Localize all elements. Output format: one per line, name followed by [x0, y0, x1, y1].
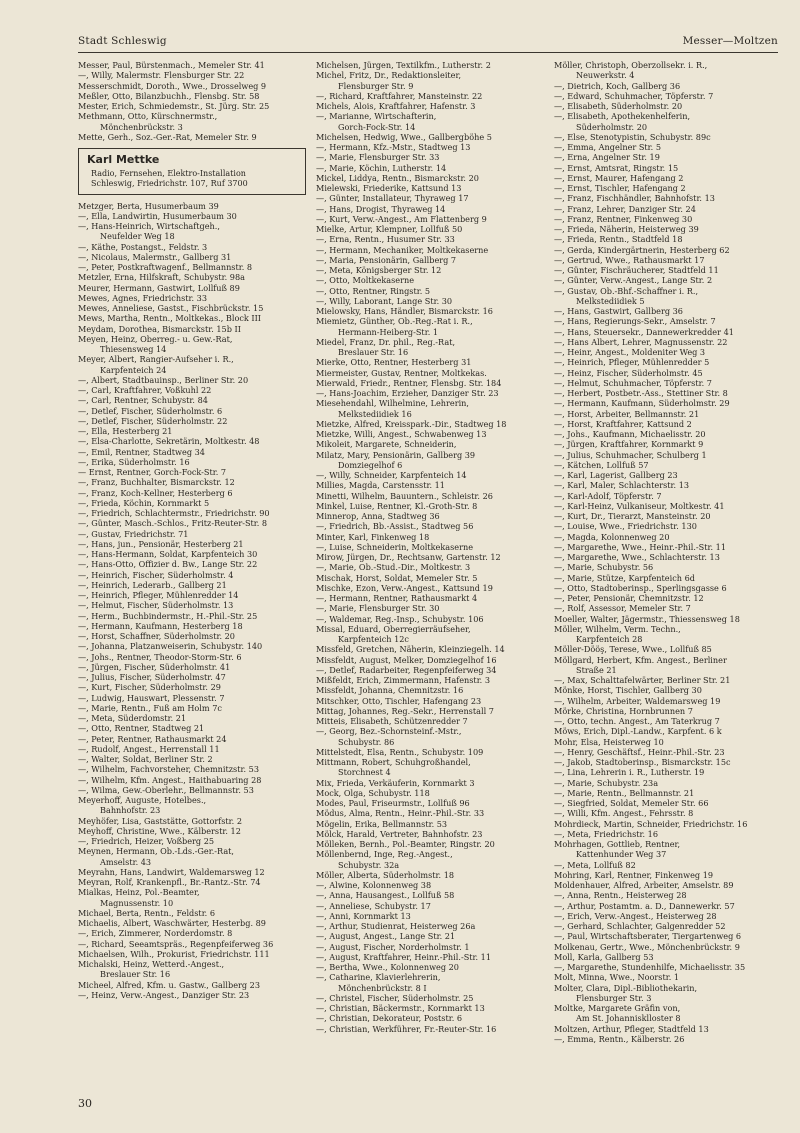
directory-entry: Mohring, Karl, Rentner, Finkenweg 19 [554, 869, 714, 880]
directory-entry: Methmann, Otto, Kürschnermstr., [78, 111, 218, 122]
directory-entry: Miedel, Franz, Dr. phil., Reg.-Rat, [316, 336, 456, 347]
directory-entry: Minkel, Luise, Rentner, Kl.-Groth-Str. 8 [316, 500, 478, 511]
directory-entry: Milatz, Mary, Pensionärin, Gallberg 39 [316, 449, 476, 460]
directory-entry: —, Marianne, Wirtschafterin, [316, 111, 437, 122]
directory-entry: —, Marie, Köchin, Lutherstr. 14 [316, 162, 447, 173]
directory-entry: Minter, Karl, Finkenweg 18 [316, 531, 430, 542]
directory-entry: —, Detlef, Fischer, Süderholmstr. 22 [78, 415, 228, 426]
directory-entry: —, Anna, Hausangest., Lollfuß 58 [316, 890, 455, 901]
ad-line-1: Radio, Fernsehen, Elektro-Installation [91, 169, 246, 178]
directory-entry: —, Gerda, Kindergärtnerin, Hesterberg 62 [554, 244, 730, 255]
directory-entry: —, Magda, Kolonnenweg 20 [554, 531, 670, 542]
directory-entry: Mitschker, Otto, Tischler, Hafengang 23 [316, 695, 482, 706]
directory-entry: —, Wilhelm, Arbeiter, Waldemarsweg 19 [554, 695, 721, 706]
directory-entry-continuation: Karpfenteich 28 [576, 634, 643, 644]
directory-entry: —, Ernst, Amtsrat, Ringstr. 15 [554, 162, 679, 173]
directory-entry: —, Friedrich, Schlachtermstr., Friedrichstr. 90 [78, 508, 270, 519]
directory-entry: Messerschmidt, Doroth., Wwe., Drosselweg 9 [78, 80, 267, 91]
directory-entry: —, Heinrich, Fischer, Süderholmstr. 4 [78, 569, 234, 580]
directory-entry: —, Bertha, Wwe., Kolonnenweg 20 [316, 962, 459, 972]
directory-entry: —, Hans-Heinrich, Wirtschaftgeh., [78, 221, 220, 232]
directory-entry: —, Alwine, Kolonnenweg 38 [316, 880, 432, 890]
directory-entry: Mittmann, Robert, Schuhgroßhandel, [316, 757, 471, 767]
directory-entry: —, Anni, Kornmarkt 13 [316, 910, 411, 921]
directory-entry: —, Marie, Schubystr. 56 [554, 562, 654, 573]
directory-entry: —, Kurt, Dr., Tierarzt, Mansteinstr. 20 [554, 511, 711, 521]
directory-entry: —, Heinz, Fischer, Süderholmstr. 45 [554, 367, 703, 378]
directory-entry: Metzger, Berta, Husumerbaum 39 [78, 200, 219, 211]
directory-entry: —, Helmut, Schuhmacher, Töpferstr. 7 [554, 377, 712, 388]
directory-entry: Mewes, Agnes, Friedrichstr. 33 [78, 292, 207, 303]
directory-entry: Missfeldt, Johanna, Chemnitzstr. 16 [316, 685, 464, 696]
directory-entry: —, Elsa-Charlotte, Sekretärin, Moltkestr. 48 [78, 436, 260, 447]
ad-name: Karl Mettke [87, 153, 160, 166]
directory-entry: —, Hermann, Kaufmann, Süderholmstr. 29 [554, 398, 730, 409]
directory-entry: —, Meta, Königsberger Str. 12 [316, 265, 442, 275]
directory-entry-continuation: Neufelder Weg 18 [100, 231, 175, 242]
directory-entry: —, Richard, Kraftfahrer, Mansteinstr. 22 [316, 90, 483, 101]
directory-entry: Minnerop, Anna, Stadtweg 36 [316, 511, 440, 521]
directory-entry: Mohrhagen, Gottlieb, Rentner, [554, 839, 681, 849]
directory-entry: Möller, Alberta, Süderholmstr. 18 [316, 869, 455, 880]
directory-entry: Mißfeldt, Erich, Zimmermann, Hafenstr. 3 [316, 675, 491, 685]
directory-entry: Mietzke, Willi, Angest., Schwabenweg 13 [316, 429, 487, 439]
directory-entry-continuation: Mönchenbrückstr. 8 I [338, 982, 427, 993]
directory-entry: —, Richard, Seeamtspräs., Regenpfeiferweg 36 [78, 938, 274, 949]
directory-entry: Micheel, Alfred, Kfm. u. Gastw., Gallberg 23 [78, 979, 261, 990]
directory-entry: —, Heinr, Angest., Moldeniter Weg 3 [554, 347, 706, 357]
directory-entry: —, Gustav, Ob.-Bhf.-Schaffner i. R., [554, 285, 699, 296]
directory-entry: —, Hans, Gastwirt, Gallberg 36 [554, 306, 683, 316]
directory-entry: —, Günter, Fischräucherer, Stadtfeld 11 [554, 265, 719, 275]
directory-entry: —, Kätchen, Lollfuß 57 [554, 459, 649, 470]
directory-entry: —, Gustav, Friedrichstr. 71 [78, 528, 189, 539]
directory-entry: —, Arthur, Studienrat, Heisterweg 26a [316, 921, 476, 931]
directory-entry-continuation: Flensburger Str. 9 [338, 80, 414, 91]
directory-entry-continuation: Storchnest 4 [338, 767, 391, 778]
directory-entry: —, Siegfried, Soldat, Memeler Str. 66 [554, 798, 709, 808]
directory-entry: Meyerhoff, Auguste, Hotelbes., [78, 795, 207, 806]
directory-entry: Mittag, Johannes, Reg.-Sekr., Herrenstall 7 [316, 705, 494, 716]
directory-entry: Mialkas, Heinz, Pol.-Beamter, [78, 887, 200, 898]
directory-entry: —, Heinz, Verw.-Angest., Danziger Str. 23 [78, 989, 250, 1000]
column-3 [554, 60, 782, 1044]
directory-entry: Mölck, Harald, Vertreter, Bahnhofstr. 23 [316, 828, 483, 839]
directory-entry-continuation: Breslauer Str. 16 [100, 969, 171, 980]
directory-entry: Moldenhauer, Alfred, Arbeiter, Amselstr. 89 [554, 880, 734, 890]
directory-entry-continuation: Flensburger Str. 3 [576, 992, 652, 1003]
directory-entry: Meyhöfer, Lisa, Gaststätte, Gottorfstr. 2 [78, 815, 242, 826]
directory-entry-continuation: Melkstediidiek 16 [338, 408, 412, 419]
directory-entry: Michels, Alois, Kraftfahrer, Hafenstr. 3 [316, 101, 476, 111]
directory-entry: Metzler, Erna, Hilfskraft, Schubystr. 98a [78, 272, 245, 283]
col1-entries-bottom [78, 201, 306, 1001]
directory-entry: Mietzke, Alfred, Kreisspark.-Dir., Stadtweg 18 [316, 418, 507, 429]
directory-entry: —, August, Angest., Lange Str. 21 [316, 931, 456, 942]
directory-entry: —, Margarethe, Wwe., Schlachterstr. 13 [554, 552, 720, 562]
directory-entry: Möller, Christoph, Oberzollsekr. i. R., [554, 60, 708, 70]
directory-entry: —, Jürgen, Fischer, Süderholmstr. 41 [78, 661, 231, 672]
directory-entry: —, Hermann, Rentner, Rathausmarkt 4 [316, 593, 478, 603]
directory-entry: —, Nicolaus, Malermstr., Gallberg 31 [78, 251, 232, 262]
directory-entry: —, Käthe, Postangst., Feldstr. 3 [78, 241, 208, 252]
directory-entry: —, Wilhelm, Fachvorsteher, Chemnitzstr. 53 [78, 764, 259, 775]
directory-entry: —, Otto, techn. Angest., Am Taterkrug 7 [554, 716, 720, 726]
directory-entry: —, Marie, Rentn., Fuß am Holm 7c [78, 702, 222, 713]
directory-entry: —, Hans Albert, Lehrer, Magnussenstr. 22 [554, 336, 728, 347]
directory-entry-continuation: Gorch-Fock-Str. 14 [338, 121, 416, 132]
directory-entry: Missal, Eduard, Oberregierräufseher, [316, 623, 471, 634]
directory-entry: Mierwald, Friedr., Rentner, Flensbg. Str. 184 [316, 377, 502, 388]
directory-entry: —, Peter, Pensionär, Chemnitzstr. 12 [554, 593, 704, 603]
directory-entry-continuation: Breslauer Str. 16 [338, 347, 409, 357]
header-city: Stadt Schleswig [78, 35, 167, 47]
directory-entry-continuation: Melkstediidiek 5 [576, 295, 645, 306]
directory-entry: —, Margarethe, Wwe., Heinr.-Phil.-Str. 11 [554, 541, 727, 552]
directory-entry: —, Margarethe, Stundenhilfe, Michaelisstr. 35 [554, 962, 746, 972]
directory-entry: —, Maria, Pensionärin, Gallberg 7 [316, 254, 457, 265]
directory-entry: —, Elisabeth, Apothekenhelferin, [554, 111, 691, 122]
directory-entry: —, Else, Stenotypistin, Schubystr. 89c [554, 131, 711, 142]
directory-entry: —, Elisabeth, Süderholmstr. 20 [554, 101, 683, 111]
directory-entry: —, Waldemar, Reg.-Insp., Schubystr. 106 [316, 613, 484, 624]
directory-entry: —, Gerhard, Schlachter, Galgenredder 52 [554, 921, 726, 931]
directory-entry: —, Christian, Bäckermstr., Kornmarkt 13 [316, 1003, 485, 1013]
directory-entry: —, Karl-Heinz, Vulkaniseur, Moltkestr. 41 [554, 500, 725, 511]
directory-entry-continuation: Karpfenteich 12c [338, 634, 409, 644]
directory-entry: —, Emma, Rentn., Kälberstr. 26 [554, 1033, 685, 1044]
directory-entry: —, Frieda, Näherin, Heisterweg 39 [554, 224, 699, 234]
directory-entry: —, Erika, Süderholmstr. 16 [78, 456, 190, 467]
directory-entry-continuation: Am St. Johannisklloster 8 [576, 1013, 681, 1024]
directory-entry: Michalski, Heinz, Wetterd.-Angest., [78, 959, 225, 970]
directory-entry: —, Günter, Verw.-Angest., Lange Str. 2 [554, 275, 713, 286]
directory-entry: —, Hermann, Kaufmann, Hesterberg 18 [78, 620, 243, 631]
directory-entry: Mönke, Horst, Tischler, Gallberg 30 [554, 685, 702, 696]
directory-entry-continuation: Schubystr. 86 [338, 736, 395, 747]
directory-entry: —, Albert, Stadtbauinsp., Berliner Str. 20 [78, 374, 249, 385]
page-number: 30 [78, 1097, 92, 1110]
directory-entry: —, Ernst, Tischler, Hafengang 2 [554, 183, 686, 193]
directory-entry-continuation: Amselstr. 43 [100, 856, 152, 867]
directory-entry: Meydam, Dorothea, Bismarckstr. 15b II [78, 323, 241, 334]
directory-entry: —, Otto, Rentner, Ringstr. 5 [316, 285, 431, 296]
directory-entry: Möller-Dööş, Terese, Wwe., Lollfuß 85 [554, 644, 712, 655]
directory-entry: —, Willi, Kfm. Angest., Fehrsstr. 8 [554, 808, 694, 819]
directory-entry: Miermeister, Gustav, Rentner, Moltkekas. [316, 367, 487, 378]
directory-entry: —, Max, Schalttafelwärter, Berliner Str. 21 [554, 675, 731, 685]
directory-entry: Mischke, Ezon, Verw.-Angest., Kattsund 19 [316, 582, 493, 593]
directory-entry: Messer, Paul, Bürstenmach., Memeler Str. 41 [78, 60, 265, 70]
directory-entry: Meßler, Otto, Bilanzbuchh., Flensbg. Str. 58 [78, 90, 260, 101]
directory-entry: —, Ernst, Maurer, Hafengang 2 [554, 172, 684, 183]
directory-entry: —, Louise, Wwe., Friedrichstr. 130 [554, 521, 697, 532]
directory-entry: Molt, Minna, Wwe., Noorstr. 1 [554, 972, 680, 983]
directory-entry: —, Jürgen, Kraftfahrer, Kornmarkt 9 [554, 439, 704, 450]
directory-entry: —, Johs., Rentner, Theodor-Storm-Str. 6 [78, 651, 242, 662]
directory-entry: —, Hans, Steuersekr., Dannewerkredder 41 [554, 326, 734, 337]
directory-entry: —, Marie, Flensburger Str. 30 [316, 603, 440, 614]
header-range: Messer—Moltzen [682, 35, 778, 47]
directory-entry: Moeller, Walter, Jägermstr., Thiessensweg 18 [554, 613, 740, 624]
directory-entry: —, Arthur, Postamtm. a. D., Dannewerkr. 57 [554, 900, 735, 911]
directory-entry: Michelsen, Hedwig, Wwe., Gallbergböhe 5 [316, 131, 492, 142]
directory-entry: —, Herbert, Postbetr.-Ass., Stettiner Str. 8 [554, 388, 728, 398]
directory-entry: —, Erna, Rentn., Husumer Str. 33 [316, 234, 455, 245]
directory-entry: —, Wilhelm, Kfm. Angest., Haithabuaring 28 [78, 774, 262, 785]
directory-entry: —, Franz, Buchhalter, Bismarckstr. 12 [78, 477, 235, 488]
advertisement-box [78, 148, 306, 195]
directory-entry: Mischak, Horst, Soldat, Memeler Str. 5 [316, 572, 478, 583]
directory-entry: Mölleken, Bernh., Pol.-Beamter, Ringstr. 20 [316, 839, 495, 849]
directory-entry: —, Friedrich, Heizer, Voßberg 25 [78, 836, 215, 847]
directory-entry: Meyer, Albert, Rangier-Aufseher i. R., [78, 354, 234, 365]
directory-entry: Michaelis, Albert, Waschwärter, Hesterbg. 89 [78, 918, 266, 929]
directory-entry: —, Helmut, Fischer, Süderholmstr. 13 [78, 600, 234, 611]
directory-entry: —, Ella, Landwirtin, Husumerbaum 30 [78, 210, 237, 221]
directory-entry: Mielowsky, Hans, Händler, Bismarckstr. 16 [316, 306, 493, 316]
directory-entry: —, Anneliese, Schubystr. 17 [316, 900, 431, 911]
directory-entry: Missfeld, Gretchen, Näherin, Kleinziegelh. 14 [316, 644, 505, 655]
directory-entry: Mögelin, Erika, Bellmannstr. 53 [316, 818, 448, 829]
directory-entry: —, Franz, Fischhändler, Bahnhofstr. 13 [554, 193, 715, 204]
directory-entry: —, Hans-Joachim, Erzieher, Danziger Str. 23 [316, 388, 499, 398]
directory-entry: —, Erich, Zimmerer, Norderdomstr. 8 [78, 928, 233, 939]
directory-entry: Mews, Martha, Rentn., Moltkekas., Block III [78, 313, 262, 324]
directory-entry: —, Carl, Rentner, Schubystr. 84 [78, 395, 208, 406]
directory-entry: Miesehendahl, Wilhelmine, Lehrerin, [316, 398, 470, 409]
directory-entry: —, Frieda, Köchin, Kornmarkt 5 [78, 497, 210, 508]
directory-entry: —, Willy, Laborant, Lange Str. 30 [316, 295, 453, 306]
directory-entry: —, Rudolf, Angest., Herrenstall 11 [78, 743, 220, 754]
directory-entry: —, Anna, Rentn., Heisterweg 28 [554, 890, 687, 901]
directory-entry: Mester, Erich, Schmiedemstr., St. Jürg. Str. 25 [78, 101, 270, 111]
directory-entry: Moltke, Margarete Gräfin von, [554, 1003, 681, 1013]
directory-entry: —, Horst, Kraftfahrer, Kattsund 2 [554, 418, 692, 429]
directory-entry: —, Marie, Schubystr. 23a [554, 777, 659, 788]
directory-entry: —, Marie, Ob.-Stud.-Dir., Moltkestr. 3 [316, 562, 471, 573]
directory-entry: —, Franz, Rentner, Finkenweg 30 [554, 213, 693, 224]
directory-entry: Meynen, Hermann, Ob.-Lds.-Ger.-Rat, [78, 846, 235, 857]
directory-entry: —, Meta, Süderdomstr. 21 [78, 713, 187, 724]
directory-entry: —, Heinrich, Pfleger, Mühlenredder 14 [78, 590, 239, 601]
directory-entry-continuation: Hermann-Heiberg-Str. 1 [338, 326, 439, 337]
directory-entry: —, Marie, Stütze, Karpfenteich 6d [554, 572, 695, 583]
directory-entry: Möller, Wilhelm, Verm. Techn., [554, 623, 681, 634]
directory-entry: —, Horst, Schaffner, Süderholmstr. 20 [78, 631, 235, 642]
directory-entry: Möllenbernd, Inge, Reg.-Angest., [316, 849, 453, 860]
directory-entry: —, Herm., Buchbindermstr., H.-Phil.-Str. 25 [78, 610, 258, 621]
directory-entry: —, Frieda, Rentn., Stadtfeld 18 [554, 234, 683, 245]
directory-entry: Mohr, Elsa, Heisterweg 10 [554, 736, 664, 747]
directory-entry: —, Willy, Malermstr. Flensburger Str. 22 [78, 70, 245, 81]
directory-entry: —, Detlef, Radarbeiter, Regenpfeiferweg 34 [316, 664, 497, 675]
directory-entry: —, Franz, Lehrer, Danziger Str. 24 [554, 203, 696, 214]
column-1 [78, 60, 306, 1000]
directory-entry: —, Ella, Hesterberg 21 [78, 426, 173, 437]
directory-entry: Mock, Olga, Schubystr. 118 [316, 787, 430, 798]
directory-entry-continuation: Kattenhunder Weg 37 [576, 849, 667, 860]
col1-entries-top [78, 60, 306, 142]
directory-entry: Mielewski, Friederike, Kattsund 13 [316, 183, 462, 193]
directory-entry-continuation: Schubystr. 32a [338, 859, 400, 870]
directory-entry: —, Edward, Schuhmacher, Töpferstr. 7 [554, 90, 714, 101]
directory-entry: —, Ludwig, Hauswart, Plessenstr. 7 [78, 692, 225, 703]
directory-entry: Meyen, Heinz, Oberreg.- u. Gew.-Rat, [78, 333, 233, 344]
directory-entry: Michel, Fritz, Dr., Redaktionsleiter, [316, 70, 462, 81]
directory-entry: —, Franz, Koch-Kellner, Hesterberg 6 [78, 487, 233, 498]
directory-entry: Molkenau, Gertr., Wwe., Mönchenbrückstr. 9 [554, 941, 740, 952]
directory-entry: —, Christian, Dekorateur, Poststr. 6 [316, 1013, 463, 1024]
directory-entry: —, Meta, Lollfuß 82 [554, 859, 636, 870]
directory-entry: —, Luise, Schneiderin, Moltkekaserne [316, 541, 474, 552]
directory-entry: Mohrdieck, Martin, Schneider, Friedrichstr. 16 [554, 818, 748, 829]
directory-entry: —, Gertrud, Wwe., Rathausmarkt 17 [554, 254, 705, 265]
directory-entry: —, Walter, Soldat, Berliner Str. 2 [78, 754, 213, 765]
directory-entry: —, Dietrich, Koch, Gallberg 36 [554, 80, 681, 91]
directory-entry: —, Friedrich, Bb.-Assist., Stadtweg 56 [316, 521, 474, 532]
directory-entry: —, Hans, jun., Pensionär, Hesterberg 21 [78, 538, 244, 549]
directory-entry: —, Rolf, Assessor, Memeler Str. 7 [554, 603, 691, 614]
directory-entry: —, Karl, Lagerist, Gallberg 23 [554, 470, 678, 480]
directory-entry: Michaelsen, Wilh., Prokurist, Friedrichstr. 111 [78, 948, 270, 959]
directory-entry: —, Henry, Geschäftsf., Heinr.-Phil.-Str. 23 [554, 746, 725, 757]
col3-entries [554, 60, 782, 1044]
directory-entry: —, Marie, Rentn., Bellmannstr. 21 [554, 787, 695, 798]
column-2 [316, 60, 544, 1034]
directory-entry: Mirow, Jürgen, Dr., Rechtsanw, Gartenstr. 12 [316, 552, 501, 562]
directory-entry-continuation: Mönchenbrückstr. 3 [100, 121, 183, 132]
directory-entry: Mittelstedt, Elsa, Rentn., Schubystr. 109 [316, 746, 484, 757]
directory-entry: Mikoleit, Margarete, Schneiderin, [316, 439, 457, 450]
directory-entry: —, Hans, Drogist, Thyraweg 14 [316, 203, 446, 214]
directory-entry-continuation: Karpfenteich 24 [100, 364, 167, 375]
directory-entry: Meurer, Hermann, Gastwirt, Lollfuß 89 [78, 282, 240, 293]
directory-entry: Michelsen, Jürgen, Textilkfm., Lutherstr. 2 [316, 60, 491, 70]
directory-entry: Möws, Erich, Dipl.-Landw., Karpfent. 6 k [554, 726, 722, 737]
directory-entry: —, Emma, Angelner Str. 5 [554, 142, 662, 152]
directory-entry: —, Karl-Adolf, Töpferstr. 7 [554, 490, 662, 501]
directory-entry: —, August, Kraftfahrer, Heinr.-Phil.-Str. 11 [316, 951, 492, 962]
directory-entry: —, Marie, Flensburger Str. 33 [316, 152, 440, 163]
directory-entry: —, Kurt, Verw.-Angest., Am Flattenberg 9 [316, 213, 487, 224]
directory-entry: —, Georg, Bez.-Schornsteinf.-Mstr., [316, 726, 462, 737]
directory-entry: —, Hans-Hermann, Soldat, Karpfenteich 30 [78, 549, 258, 560]
directory-entry: Mickel, Liddya, Rentn., Bismarckstr. 20 [316, 172, 479, 183]
directory-entry: —, Meta, Friedrichstr. 16 [554, 828, 659, 839]
col2-entries [316, 60, 544, 1034]
directory-entry: —, Julius, Fischer, Süderholmstr. 47 [78, 672, 226, 683]
directory-entry: Meyrahn, Hans, Landwirt, Waldemarsweg 12 [78, 866, 265, 877]
directory-entry: —, Willy, Schneider, Karpfenteich 14 [316, 470, 467, 480]
directory-entry-continuation: Domziegelhof 6 [338, 459, 403, 470]
directory-entry: Moll, Karla, Gallberg 53 [554, 951, 654, 962]
directory-entry: —, Julius, Schuhmacher, Schulberg 1 [554, 449, 707, 460]
directory-entry: Mielke, Artur, Klempner, Lollfuß 50 [316, 224, 463, 234]
directory-entry: —, Otto, Stadtoberinsp., Sperlingsgasse 6 [554, 582, 727, 593]
directory-entry-continuation: Neuwerkstr. 4 [576, 70, 635, 81]
directory-entry: —, Christel, Fischer, Süderholmstr. 25 [316, 992, 474, 1003]
directory-entry: —, Johs., Kaufmann, Michaelisstr. 20 [554, 429, 706, 439]
directory-entry: —, August, Fischer, Norderholmstr. 1 [316, 941, 470, 952]
directory-entry: Meyran, Rolf, Krankenpfl., Br.-Rantz.-Str. 74 [78, 877, 261, 888]
directory-entry: —, Erich, Verw.-Angest., Heisterweg 28 [554, 910, 717, 921]
directory-entry: —, Günter, Masch.-Schlos., Fritz-Reuter-Str. 8 [78, 518, 268, 529]
directory-entry: —, Emil, Rentner, Stadtweg 34 [78, 446, 205, 457]
directory-entry: Mix, Frieda, Verkäuferin, Kornmarkt 3 [316, 777, 475, 788]
directory-entry-continuation: Süderholmstr. 20 [576, 121, 648, 132]
directory-entry-continuation: Thiesensweg 14 [100, 344, 167, 355]
directory-entry: — Ernst, Rentner, Gorch-Fock-Str. 7 [78, 467, 227, 478]
directory-entry: —, Carl, Kraftfahrer, Voßkuhl 22 [78, 385, 212, 396]
directory-entry: —, Detlef, Fischer, Süderholmstr. 6 [78, 405, 223, 416]
directory-entry: Missfeldt, August, Melker, Domziegelhof 16 [316, 654, 497, 665]
directory-entry: —, Horst, Arbeiter, Bellmannstr. 21 [554, 408, 700, 419]
directory-entry: —, Otto, Moltkekaserne [316, 275, 415, 286]
directory-entry: —, Hermann, Mechaniker, Moltkekaserne [316, 244, 489, 255]
directory-entry: Mödus, Alma, Rentn., Heinr.-Phil.-Str. 33 [316, 808, 485, 819]
directory-entry: Mitteis, Elisabeth, Schützenredder 7 [316, 716, 468, 726]
directory-entry: Moltzen, Arthur, Pfleger, Stadtfeld 13 [554, 1023, 709, 1034]
directory-entry: Mörke, Christina, Hornbrunnen 7 [554, 705, 693, 716]
directory-entry: —, Hermann, Kfz.-Mstr., Stadtweg 13 [316, 142, 471, 152]
directory-entry: —, Catharine, Klavierlehrerin, [316, 972, 441, 983]
directory-entry: Mewes, Anneliese, Gastst., Fischbrückstr. 15 [78, 303, 264, 314]
directory-entry: —, Karl, Maler, Schlachterstr. 13 [554, 480, 690, 491]
directory-entry: —, Erna, Angelner Str. 19 [554, 152, 660, 163]
directory-entry: —, Peter, Rentner, Rathausmarkt 24 [78, 733, 227, 744]
directory-entry: Miemietz, Günther, Ob.-Reg.-Rat i. R., [316, 316, 473, 327]
directory-entry: —, Paul, Wirtschaftsberater, Tiergartenweg 6 [554, 931, 742, 942]
directory-entry-continuation: Bahnhofstr. 23 [100, 805, 161, 816]
directory-entry: Minetti, Wilhelm, Bauuntern., Schleistr. 26 [316, 490, 493, 501]
directory-entry: Mierke, Otto, Rentner, Hesterberg 31 [316, 357, 472, 368]
directory-entry: —, Wilma, Gew.-Oberlehr., Bellmannstr. 53 [78, 784, 254, 795]
directory-entry: —, Günter, Installateur, Thyraweg 17 [316, 193, 469, 204]
directory-entry-continuation: Straße 21 [576, 664, 617, 675]
directory-entry: —, Jakob, Stadtoberinsp., Bismarckstr. 15c [554, 757, 731, 767]
directory-entry: —, Hans-Otto, Offizier d. Bw., Lange Str. 22 [78, 559, 258, 570]
directory-entry: —, Kurt, Fischer, Süderholmstr. 29 [78, 682, 221, 693]
directory-entry: Möllgard, Herbert, Kfm. Angest., Berliner [554, 654, 727, 665]
directory-entry: —, Lina, Lehrerin i. R., Lutherstr. 19 [554, 767, 705, 778]
directory-entry: Meyhoff, Christine, Wwe., Kälberstr. 12 [78, 825, 241, 836]
header-rule [78, 52, 778, 53]
directory-entry: —, Otto, Rentner, Stadtweg 21 [78, 723, 205, 734]
directory-entry: Mette, Gerh., Soz.-Ger.-Rat, Memeler Str. 9 [78, 131, 257, 142]
directory-entry: Michael, Berta, Rentn., Feldstr. 6 [78, 907, 216, 918]
directory-entry: Millies, Magda, Carstensstr. 11 [316, 480, 445, 491]
directory-entry: —, Hans, Regierungs-Sekr., Amselstr. 7 [554, 316, 716, 327]
directory-entry-continuation: Magnussenstr. 10 [100, 897, 174, 908]
directory-entry: —, Heinrich, Lederarb., Gallberg 21 [78, 579, 227, 590]
ad-line-2: Schleswig, Friedrichstr. 107, Ruf 3700 [91, 179, 248, 189]
directory-entry: —, Heinrich, Pfleger, Mühlenredder 5 [554, 357, 710, 368]
directory-entry: —, Christian, Werkführer, Fr.-Reuter-Str. 16 [316, 1023, 497, 1034]
directory-entry: Modes, Paul, Friseurmstr., Lollfuß 96 [316, 798, 470, 808]
directory-entry: —, Johanna, Platzanweiserin, Schubystr. 140 [78, 641, 263, 652]
directory-entry: —, Peter, Postkraftwagenf., Bellmannstr. 8 [78, 262, 253, 273]
directory-entry: Molter, Clara, Dipl.-Bibliothekarin, [554, 982, 698, 993]
